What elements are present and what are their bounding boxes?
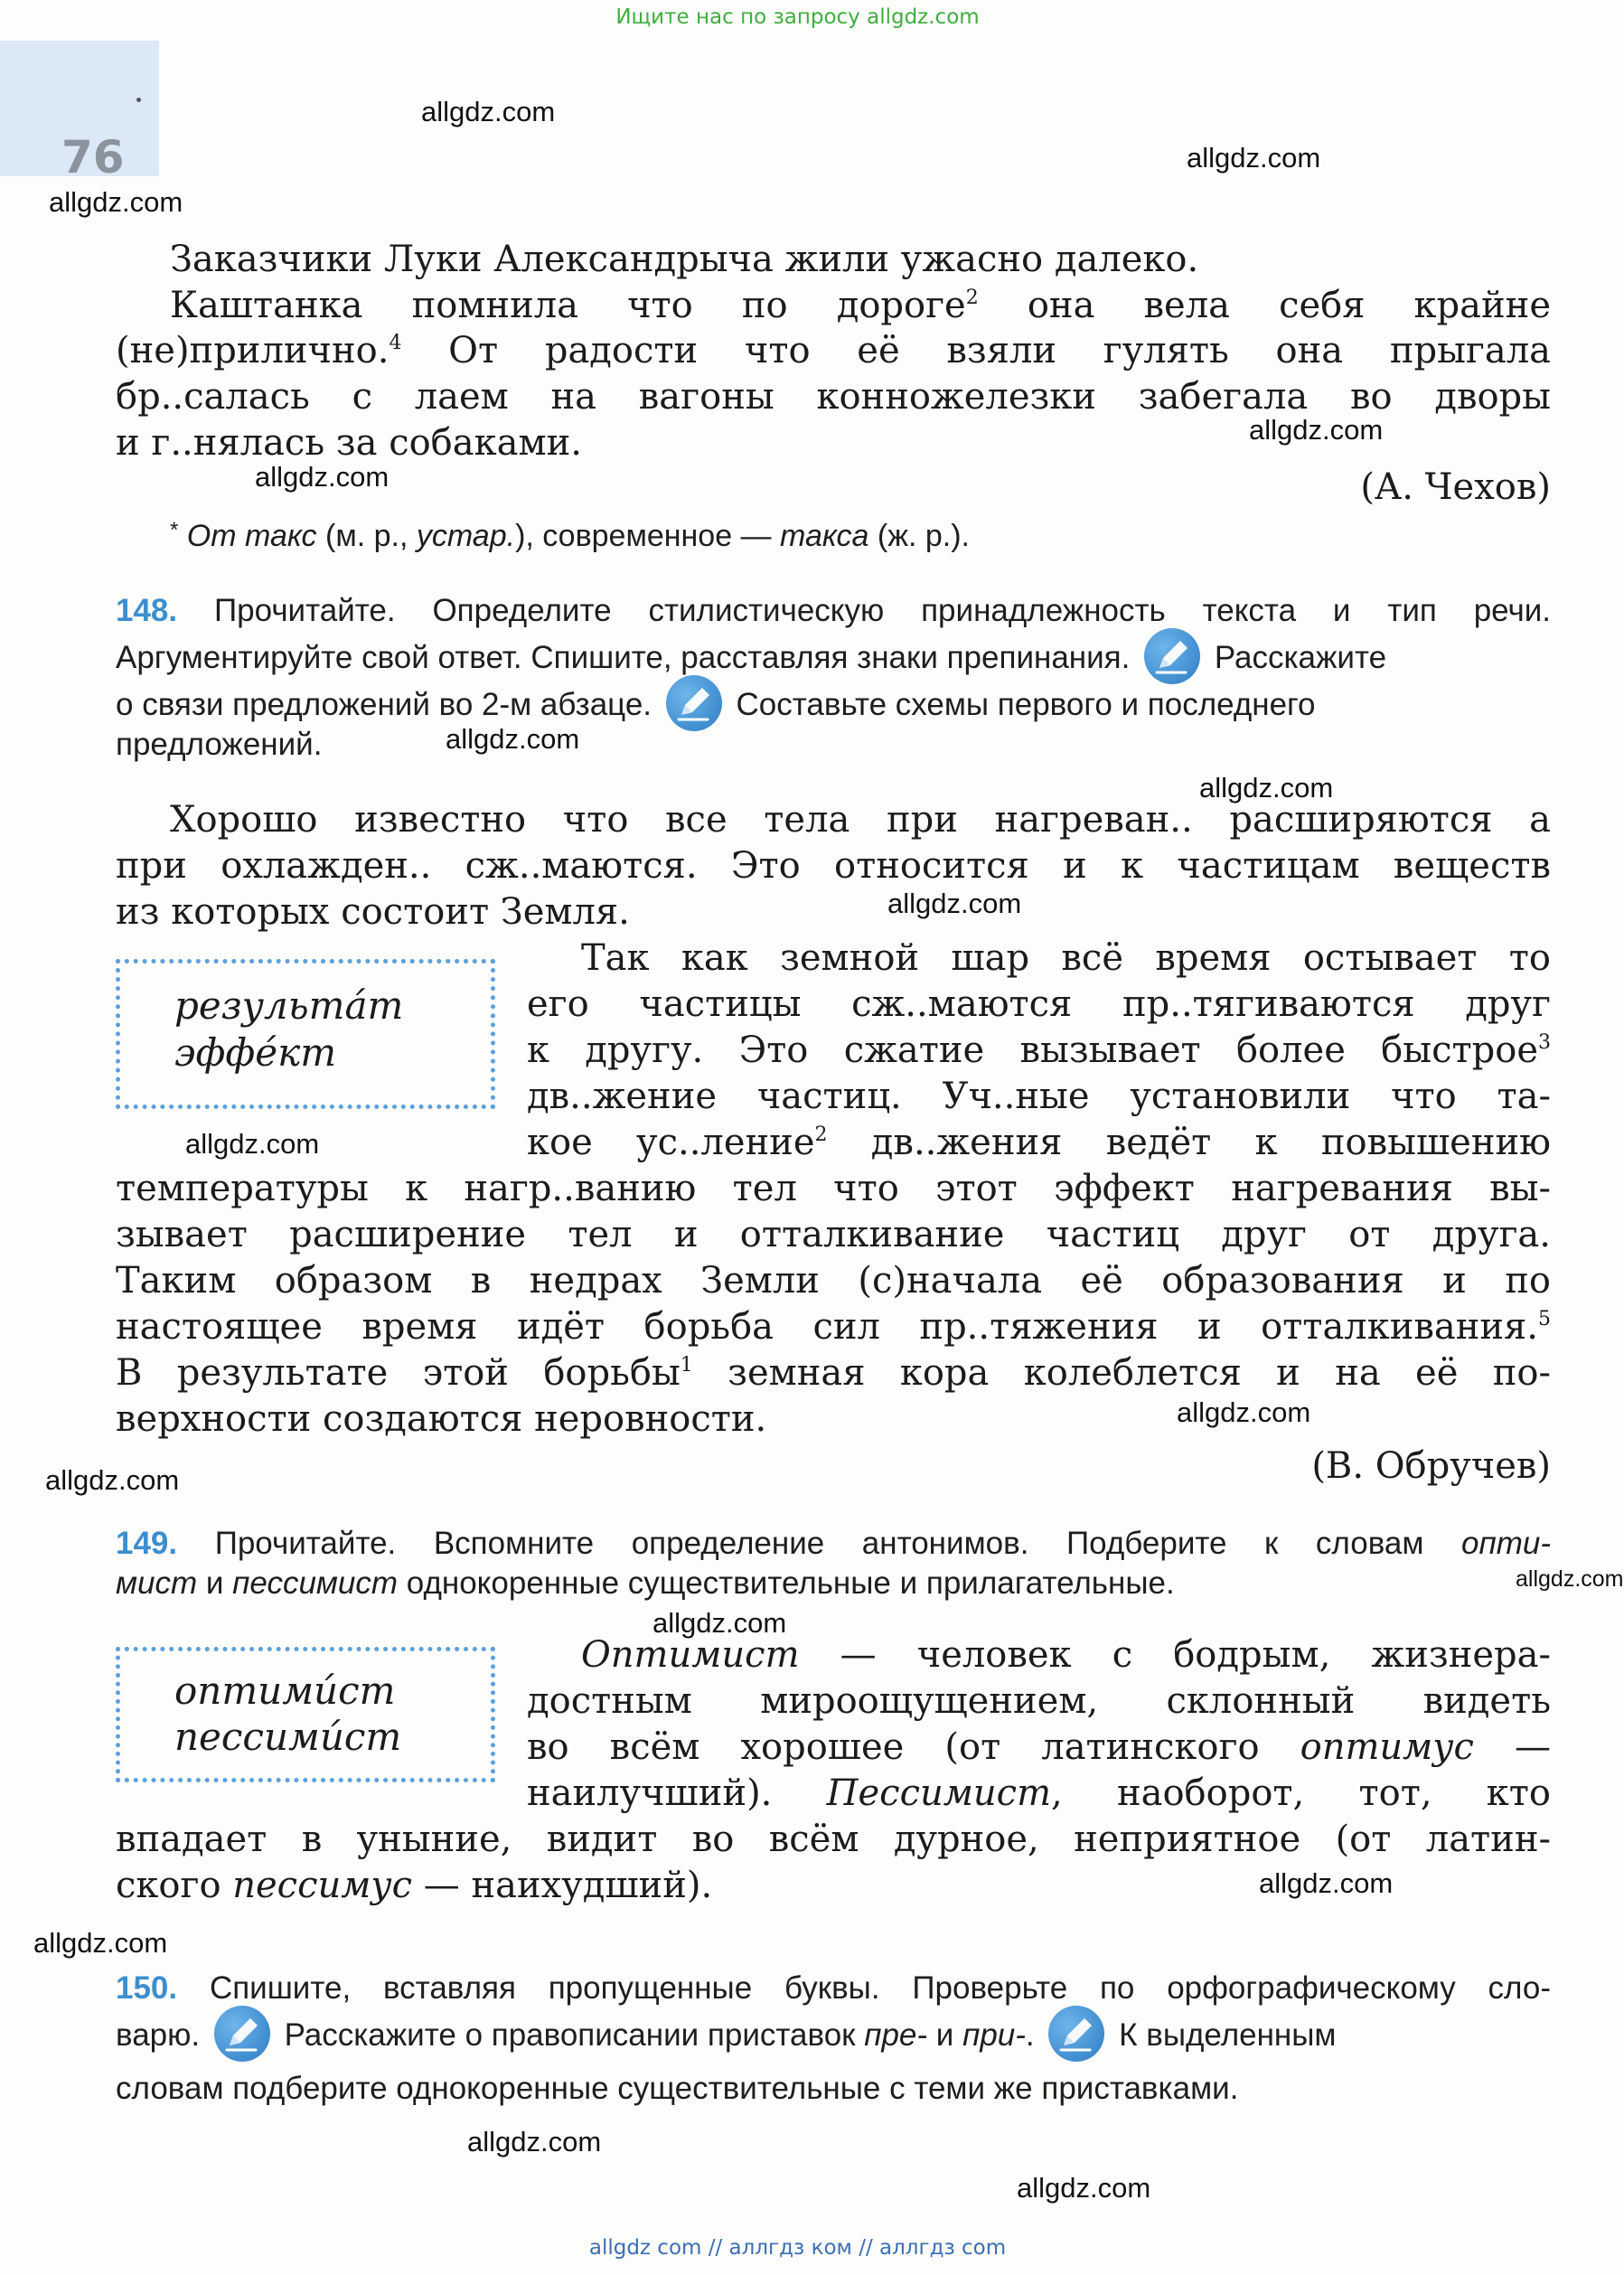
text-line: его частицы сж..маются пр..тягиваются друг: [527, 983, 1551, 1025]
footnote-text: (ж. р.).: [868, 519, 970, 553]
footnote-word: устар.: [416, 519, 516, 553]
footnote-mark: 2: [814, 1123, 828, 1146]
text-span: дв..жения ведёт к повышению: [827, 1122, 1551, 1163]
watermark: allgdz.com: [255, 461, 390, 493]
text-line: [116, 1863, 712, 1909]
author: (В. Обручев): [1311, 1445, 1551, 1487]
text-span: —: [1473, 1726, 1551, 1768]
footnote-mark: 2: [965, 287, 979, 309]
text-span: — наихудший).: [412, 1865, 713, 1906]
top-banner[interactable]: Ищите нас по запросу allgdz.com: [615, 5, 980, 29]
task-line: предложений.: [116, 727, 323, 762]
footnote-mark: 3: [1538, 1031, 1551, 1054]
pencil-icon: [666, 675, 722, 731]
task-text: Составьте схемы первого и последнего: [736, 687, 1316, 722]
text-span: наилучший).: [527, 1772, 827, 1814]
text-line: [116, 328, 1551, 374]
task-text: Спишите, вставляя пропущенные буквы. Проверьте по орфографическому сло-: [209, 1970, 1551, 2006]
task-number: 150.: [116, 1970, 178, 2006]
footnote-mark: 5: [1538, 1308, 1551, 1330]
text-span: кое ус..ление: [527, 1122, 815, 1163]
text-line: [527, 1028, 1551, 1074]
text-line: достным мироощущением, склонный видеть: [527, 1680, 1551, 1722]
footnote-mark: 4: [389, 332, 402, 354]
task-line: [116, 1560, 1175, 1607]
task-text: Прочитайте. Определите стилистическую принадлежность текста и тип речи.: [214, 593, 1551, 628]
text-span: во всём хорошее (от латинского: [527, 1726, 1300, 1768]
text-line: [116, 1350, 1551, 1396]
watermark: allgdz.com: [1177, 1396, 1311, 1428]
footnote-text: (м. р.,: [316, 519, 417, 553]
task-text: при-: [962, 2017, 1026, 2053]
task-text: и: [927, 2017, 963, 2053]
watermark: allgdz.com: [33, 1927, 168, 1959]
task-text: и: [197, 1565, 233, 1601]
task-text: Расскажите о правописании приставок: [284, 2017, 865, 2053]
task-number: 148.: [116, 593, 178, 628]
task-text: Расскажите: [1214, 640, 1387, 675]
vocabulary-word: пессимúст: [174, 1715, 402, 1759]
text-line: Заказчики Луки Александрыча жили ужасно далеко.: [170, 239, 1199, 280]
watermark: allgdz.com: [45, 1464, 180, 1496]
footnote: [170, 507, 970, 559]
watermark: allgdz.com: [1516, 1566, 1624, 1592]
watermark: allgdz.com: [1199, 772, 1334, 804]
text-span: В результате этой борьбы: [116, 1352, 681, 1394]
watermark: allgdz.com: [467, 2126, 602, 2157]
text-span: — человек с бодрым, жизнера-: [799, 1634, 1551, 1676]
pencil-icon: [1048, 2006, 1104, 2062]
text-span: От радости что её взяли гулять она прыгала: [401, 330, 1551, 371]
text-line: верхности создаются неровности.: [116, 1398, 767, 1440]
task-text: К выделенным: [1119, 2017, 1337, 2053]
watermark: allgdz.com: [1259, 1867, 1394, 1899]
text-span: (не)прилично.: [116, 330, 390, 371]
text-line: [527, 1120, 1551, 1166]
task-text: о связи предложений во 2-м абзаце.: [116, 687, 652, 722]
watermark: allgdz.com: [1017, 2172, 1151, 2204]
vocabulary-word: эффéкт: [174, 1030, 337, 1075]
text-span: , наоборот, тот, кто: [1051, 1772, 1551, 1814]
text-line: температуры к нагр..ванию тел что этот эффект нагревания вы-: [116, 1168, 1551, 1209]
text-line: бр..салась с лаем на вагоны конножелезки забегала во дворы: [116, 376, 1551, 418]
footnote-word: От такс: [186, 519, 317, 553]
watermark: allgdz.com: [49, 186, 183, 218]
task-text: Прочитайте. Вспомните определение антонимов. Подберите к словам: [214, 1526, 1461, 1561]
task-line: [116, 635, 1551, 684]
text-span: Оптимист: [581, 1634, 800, 1676]
watermark: allgdz.com: [446, 723, 580, 755]
footnote-word: такса: [780, 519, 869, 553]
text-span: оптимус: [1300, 1726, 1474, 1768]
bottom-banner[interactable]: allgdz com // аллгдз ком // аллгдз com: [588, 2236, 1007, 2260]
pencil-icon: [1144, 628, 1200, 684]
author: (А. Чехов): [1360, 466, 1551, 508]
task-number: 149.: [116, 1526, 178, 1561]
task-text: пессимист: [232, 1565, 399, 1601]
pencil-icon: [214, 2006, 270, 2062]
corner-dot: [136, 98, 141, 102]
text-line: [170, 283, 1551, 329]
text-line: и г..нялась за собаками.: [116, 422, 582, 464]
task-text: .: [1025, 2017, 1035, 2053]
text-span: пессимус: [232, 1865, 413, 1906]
task-text: мист: [116, 1565, 198, 1601]
task-line: словам подберите однокоренные существительные с теми же приставками.: [116, 2071, 1239, 2106]
text-span: настоящее время идёт борьба сил пр..тяжения и отталкивания.: [116, 1306, 1538, 1348]
vocabulary-word: результáт: [174, 983, 404, 1028]
text-span: земная кора колеблется и на её по-: [692, 1352, 1552, 1394]
watermark: allgdz.com: [421, 96, 556, 127]
task-line: [116, 682, 1551, 731]
task-text: варю.: [116, 2017, 201, 2053]
text-line: при охлажден.. сж..маются. Это относится и к частицам веществ: [116, 845, 1551, 887]
watermark: allgdz.com: [652, 1607, 787, 1639]
task-text: Аргументируйте свой ответ. Спишите, расставляя знаки препинания.: [116, 640, 1131, 675]
text-span: к другу. Это сжатие вызывает более быстрое: [527, 1029, 1538, 1071]
task-text: пре-: [864, 2017, 928, 2053]
text-line: [527, 1725, 1551, 1771]
task-line: [116, 2012, 1551, 2062]
watermark: allgdz.com: [185, 1128, 320, 1160]
text-span: ского: [116, 1865, 233, 1906]
text-line: [527, 1771, 1551, 1817]
text-line: Так как земной шар всё время остывает то: [581, 937, 1551, 979]
text-line: зывает расширение тел и отталкивание частиц друг от друга.: [116, 1214, 1551, 1255]
footnote-text: ), современное —: [515, 519, 780, 553]
task-text: однокоренные существительные и прилагательные.: [398, 1565, 1175, 1601]
page-number: 76: [61, 131, 125, 183]
text-line: дв..жение частиц. Уч..ные установили что та-: [527, 1076, 1551, 1117]
footnote-mark: 1: [680, 1354, 693, 1377]
text-span: Каштанка помнила что по дороге: [170, 285, 966, 326]
text-line: [116, 1304, 1551, 1350]
text-span: она вела себя крайне: [978, 285, 1551, 326]
watermark: allgdz.com: [1187, 142, 1321, 174]
text-line: Таким образом в недрах Земли (с)начала её образования и по: [116, 1260, 1551, 1302]
text-span: Пессимист: [826, 1772, 1052, 1814]
watermark: allgdz.com: [1249, 414, 1384, 446]
task-text: опти-: [1460, 1526, 1551, 1561]
text-line: из которых состоит Земля.: [116, 891, 630, 933]
vocabulary-word: оптимúст: [174, 1669, 396, 1713]
text-line: впадает в уныние, видит во всём дурное, неприятное (от латин-: [116, 1819, 1551, 1860]
footnote-star: *: [170, 518, 179, 542]
task-line: [116, 588, 1551, 635]
task-line: [116, 1965, 1551, 2012]
text-line: Хорошо известно что все тела при нагреван.. расширяются а: [170, 799, 1551, 841]
watermark: allgdz.com: [887, 888, 1022, 919]
